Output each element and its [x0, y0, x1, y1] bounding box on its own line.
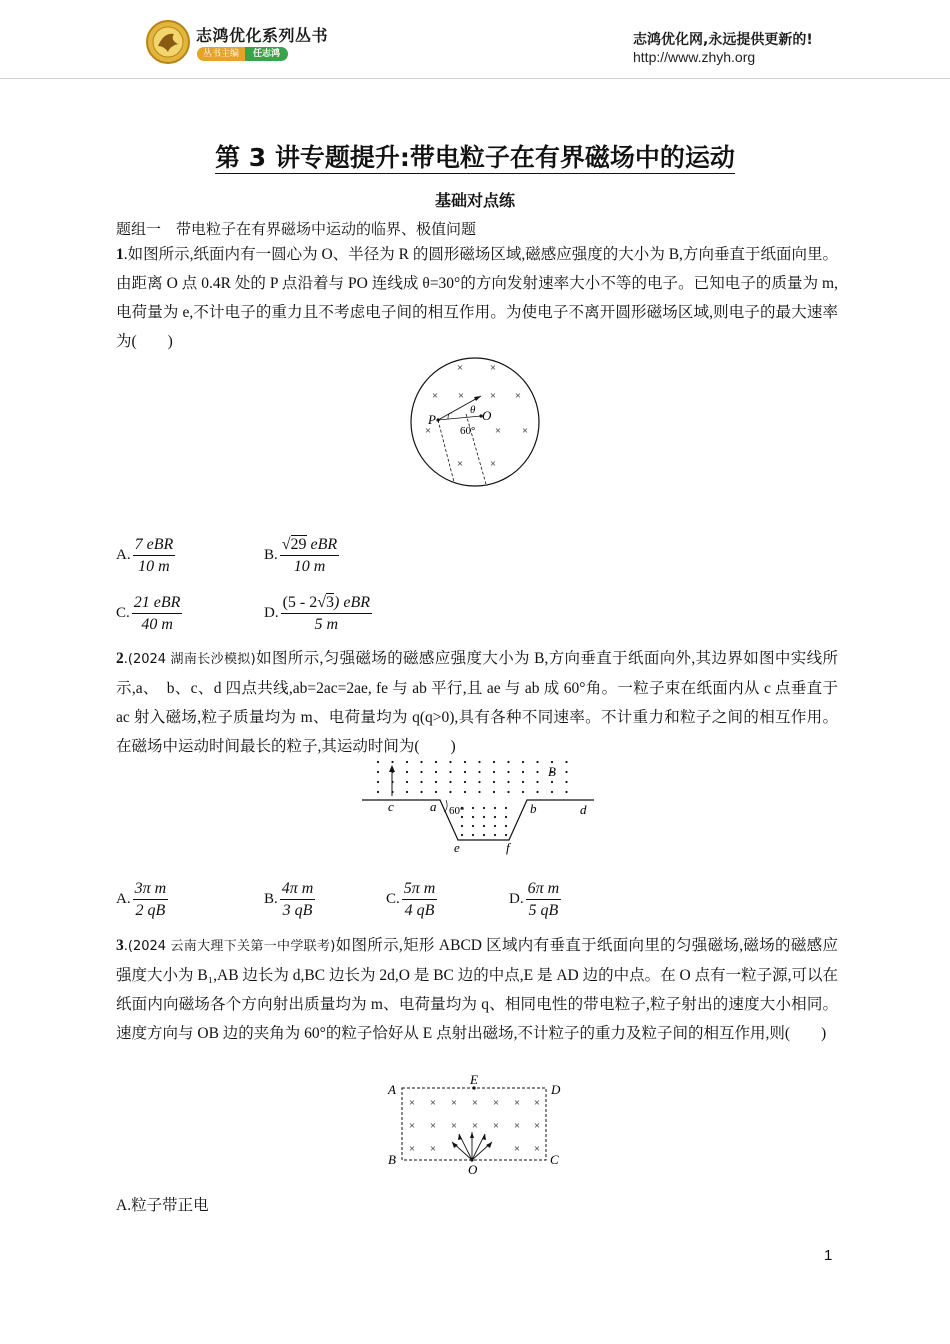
svg-text:×: × — [450, 1097, 458, 1109]
field-dot — [478, 781, 480, 783]
editor-badge — [197, 47, 288, 61]
field-dot — [522, 771, 524, 773]
entry-arrowhead — [389, 765, 395, 772]
field-dot — [551, 781, 553, 783]
field-dot — [461, 825, 463, 827]
field-dot — [522, 761, 524, 763]
field-dot — [464, 771, 466, 773]
label-b-field: B — [548, 764, 556, 779]
sqrt-symbol: √ — [281, 536, 291, 553]
field-boundary — [362, 800, 594, 840]
svg-text:×: × — [513, 1097, 521, 1109]
q2-option-d-denominator: 5 qB — [528, 902, 559, 919]
question-2 — [116, 644, 838, 761]
field-dot — [464, 791, 466, 793]
label-60: 60° — [460, 425, 476, 437]
field-dot-marks — [377, 761, 568, 836]
svg-text:×: × — [408, 1120, 416, 1132]
field-dot — [522, 791, 524, 793]
q2-option-d[interactable] — [509, 878, 561, 921]
field-dot — [536, 771, 538, 773]
q2-option-d-label: D. — [509, 891, 524, 907]
question-2-number: 2 — [116, 650, 124, 667]
field-dot — [505, 816, 507, 818]
q2-option-a-denominator: 2 qB — [135, 902, 166, 919]
field-dot — [505, 825, 507, 827]
q1-option-a-numerator: 7 eBR — [133, 534, 176, 556]
question-2-text: 如图所示,匀强磁场的磁感应强度大小为 B,方向垂直于纸面向外,其边界如图中实线所示,a、 b、c、d 四点共线,ab=2ac=2ae, fe 与 ab 平行,且 ae 与 ab 成 60°角。一粒子束在纸面内从 c 点垂直于 ac 射入磁场,粒子质量均为 m、电荷量均为 q(q>0),具有各种不同速率。不计重力和粒子之间的相互作用。在磁场中运动时间最长的粒子,其运动时间为( ) — [116, 650, 839, 755]
q1-option-c-denominator: 40 m — [141, 616, 173, 633]
svg-text:×: × — [489, 362, 497, 374]
field-dot — [565, 781, 567, 783]
figure-1-circle-field — [408, 356, 542, 488]
label-b: B — [388, 1152, 396, 1167]
label-60: 60° — [449, 805, 465, 817]
label-p: P — [428, 412, 436, 427]
svg-text:×: × — [429, 1120, 437, 1132]
svg-text:×: × — [489, 390, 497, 402]
question-1-number: 1 — [116, 246, 124, 263]
svg-text:×: × — [450, 1120, 458, 1132]
label-a: A — [388, 1082, 396, 1097]
q2-option-b-fraction — [280, 878, 316, 921]
svg-text:×: × — [408, 1143, 416, 1155]
field-dot — [493, 761, 495, 763]
question-1 — [116, 240, 838, 356]
field-dot — [483, 807, 485, 809]
field-dot — [472, 825, 474, 827]
editor-name: 任志鸿 — [245, 47, 288, 61]
field-dot — [449, 781, 451, 783]
q2-option-d-numerator: 6π m — [526, 878, 562, 900]
question-3-number: 3 — [116, 937, 124, 954]
label-theta: θ — [470, 404, 476, 416]
velocity-arrowhead — [474, 396, 481, 401]
field-dot — [493, 791, 495, 793]
q1-option-b-label: B. — [264, 547, 278, 563]
q1-option-a[interactable] — [116, 534, 175, 577]
q1-option-d-denominator: 5 m — [314, 616, 339, 633]
q2-option-a-fraction — [133, 878, 169, 921]
field-dot — [472, 816, 474, 818]
field-dot — [435, 771, 437, 773]
figure-2-trapezoid-field — [362, 756, 594, 856]
field-dot — [507, 791, 509, 793]
field-dot — [406, 791, 408, 793]
svg-text:×: × — [456, 458, 464, 470]
page-number: 1 — [824, 1247, 833, 1264]
field-dot — [420, 781, 422, 783]
field-cross-marks — [409, 1097, 540, 1155]
field-dot — [551, 761, 553, 763]
svg-text:×: × — [533, 1097, 541, 1109]
q1-option-d[interactable] — [264, 592, 372, 635]
q1-option-a-label: A. — [116, 547, 131, 563]
svg-text:×: × — [533, 1143, 541, 1155]
field-dot — [449, 771, 451, 773]
label-f: f — [506, 840, 510, 855]
field-dot — [565, 761, 567, 763]
field-dot — [493, 771, 495, 773]
svg-text:×: × — [408, 1097, 416, 1109]
svg-text:×: × — [533, 1120, 541, 1132]
header-divider — [0, 78, 950, 79]
field-dot — [461, 834, 463, 836]
field-dot — [483, 834, 485, 836]
q1-option-c-fraction — [132, 592, 183, 635]
svg-text:×: × — [513, 1143, 521, 1155]
field-dot — [435, 761, 437, 763]
svg-text:×: × — [471, 1097, 479, 1109]
label-e: E — [470, 1072, 478, 1087]
site-url: http://www.zhyh.org — [633, 49, 756, 65]
q1-option-d-radicand: 3 — [326, 594, 335, 611]
field-dot — [494, 807, 496, 809]
page-title-text: 第 3 讲专题提升:带电粒子在有界磁场中的运动 — [215, 143, 735, 172]
field-dot — [435, 791, 437, 793]
publisher-logo — [146, 20, 190, 64]
q3-option-a[interactable]: A.粒子带正电 — [116, 1197, 209, 1214]
question-1-text: .如图所示,纸面内有一圆心为 O、半径为 R 的圆形磁场区域,磁感应强度的大小为 B,方向垂直于纸面向里。由距离 O 点 0.4R 处的 P 点沿着与 PO 连线成 θ=30°的方向发射速率大小不等的电子。已知电子的质量为 m,电荷量为 e,不计电子的重力且不考虑电子间的相互作用。为使电子不离开圆形磁场区域,则电子的最大速率为( ) — [116, 246, 838, 350]
field-dot — [507, 771, 509, 773]
field-dot — [536, 781, 538, 783]
q2-option-c-denominator: 4 qB — [404, 902, 435, 919]
svg-text:×: × — [456, 362, 464, 374]
q2-option-c-fraction — [402, 878, 438, 921]
field-dot — [449, 791, 451, 793]
field-dot — [464, 781, 466, 783]
field-dot — [483, 816, 485, 818]
q1-option-b-fraction — [280, 534, 339, 577]
section-subtitle: 基础对点练 — [434, 191, 515, 210]
q1-option-c[interactable] — [116, 592, 182, 635]
q1-option-a-denominator: 10 m — [138, 558, 170, 575]
field-dot — [420, 791, 422, 793]
label-d: d — [580, 802, 587, 817]
field-dot — [494, 834, 496, 836]
svg-text:×: × — [492, 1120, 500, 1132]
label-o: O — [468, 1162, 478, 1177]
field-dot — [449, 761, 451, 763]
slogan: 志鸿优化网,永远提供更新的! — [633, 32, 813, 48]
svg-text:×: × — [457, 390, 465, 402]
q2-option-c-label: C. — [386, 891, 400, 907]
label-d: D — [551, 1082, 561, 1097]
q1-option-b-radicand: 29 — [290, 536, 307, 553]
field-dot — [420, 771, 422, 773]
svg-text:×: × — [492, 1097, 500, 1109]
q1-option-c-label: C. — [116, 605, 130, 621]
field-dot — [420, 761, 422, 763]
svg-text:×: × — [471, 1120, 479, 1132]
field-dot — [478, 771, 480, 773]
field-dot — [536, 761, 538, 763]
svg-text:×: × — [489, 458, 497, 470]
field-dot — [464, 761, 466, 763]
q1-option-d-num-pre: (5 - 2 — [282, 594, 318, 611]
q1-option-b-num-rest: eBR — [306, 536, 338, 553]
label-b: b — [530, 801, 537, 816]
q2-option-c-numerator: 5π m — [402, 878, 438, 900]
q1-option-c-numerator: 21 eBR — [132, 592, 183, 614]
svg-text:×: × — [429, 1143, 437, 1155]
field-dot — [377, 781, 379, 783]
field-dot — [472, 807, 474, 809]
field-dot — [507, 781, 509, 783]
question-3 — [116, 931, 838, 1048]
q2-option-a[interactable] — [116, 878, 168, 921]
svg-text:×: × — [514, 390, 522, 402]
svg-text:×: × — [513, 1120, 521, 1132]
field-dot — [505, 834, 507, 836]
field-dot — [406, 781, 408, 783]
svg-text:×: × — [494, 425, 502, 437]
field-dot — [377, 761, 379, 763]
field-dot — [522, 781, 524, 783]
q2-option-b-numerator: 4π m — [280, 878, 316, 900]
field-dot — [494, 816, 496, 818]
q1-option-d-fraction — [281, 592, 372, 635]
question-3-text: 如图所示,矩形 ABCD 区域内有垂直于纸面向里的匀强磁场,磁场的磁感应强度大小为 B₁,AB 边长为 d,BC 边长为 2d,O 是 BC 边的中点,E 是 AD 边的中点。在 O 点有一粒子源,可以在纸面内向磁场各个方向射出质量均为 m、电荷量均为 q、相同电性的带电粒子,粒子射出的速度大小相同。速度方向与 OB 边的夹角为 60°的粒子恰好从 E 点射出磁场,不计粒子的重力及粒子间的相互作用,则( ) — [116, 937, 838, 1042]
label-o: O — [482, 408, 492, 423]
svg-text:×: × — [424, 425, 432, 437]
field-dot — [406, 771, 408, 773]
field-dot — [472, 834, 474, 836]
editor-label: 丛书主编 — [197, 47, 245, 61]
q2-option-b-denominator: 3 qB — [282, 902, 313, 919]
field-dot — [391, 761, 393, 763]
q1-option-b-denominator: 10 m — [293, 558, 326, 575]
field-dot — [551, 791, 553, 793]
field-dot — [507, 761, 509, 763]
point-p-dot — [436, 418, 439, 421]
q1-option-d-num-post: ) eBR — [334, 594, 371, 611]
field-dot — [536, 791, 538, 793]
q1-option-b[interactable] — [264, 534, 339, 577]
field-dot — [377, 791, 379, 793]
q1-option-d-numerator — [281, 592, 372, 614]
question-2-source: .(2024 湖南长沙模拟) — [123, 652, 256, 667]
group-title: 题组一 带电粒子在有界磁场中运动的临界、极值问题 — [116, 220, 477, 238]
field-dot — [435, 781, 437, 783]
field-dot — [478, 791, 480, 793]
label-a: a — [430, 799, 437, 814]
field-dot — [565, 771, 567, 773]
label-c: c — [388, 799, 394, 814]
q2-option-a-numerator: 3π m — [133, 878, 169, 900]
label-c: C — [550, 1152, 559, 1167]
figure-3-rectangle-field — [384, 1072, 564, 1178]
brand-title: 志鸿优化系列丛书 — [196, 26, 329, 45]
q2-option-b[interactable] — [264, 878, 315, 921]
svg-text:×: × — [429, 1097, 437, 1109]
field-dot — [406, 761, 408, 763]
q1-option-b-numerator — [280, 534, 339, 556]
q2-option-d-fraction — [526, 878, 562, 921]
page-title — [0, 138, 950, 174]
question-3-source: .(2024 云南大理下关第一中学联考) — [123, 939, 336, 954]
field-dot — [377, 771, 379, 773]
field-dot — [493, 781, 495, 783]
field-dot — [478, 761, 480, 763]
svg-text:×: × — [431, 390, 439, 402]
label-e: e — [454, 840, 460, 855]
field-cross-marks — [425, 362, 528, 470]
sqrt-symbol: √ — [317, 594, 327, 611]
q1-option-d-label: D. — [264, 605, 279, 621]
q2-option-c[interactable] — [386, 878, 437, 921]
q1-option-a-fraction — [133, 534, 176, 577]
field-dot — [505, 807, 507, 809]
field-dot — [483, 825, 485, 827]
field-dot — [494, 825, 496, 827]
q2-option-a-label: A. — [116, 891, 131, 907]
svg-text:×: × — [521, 425, 529, 437]
field-dot — [565, 791, 567, 793]
q2-option-b-label: B. — [264, 891, 278, 907]
dashed-line-1 — [438, 420, 454, 482]
